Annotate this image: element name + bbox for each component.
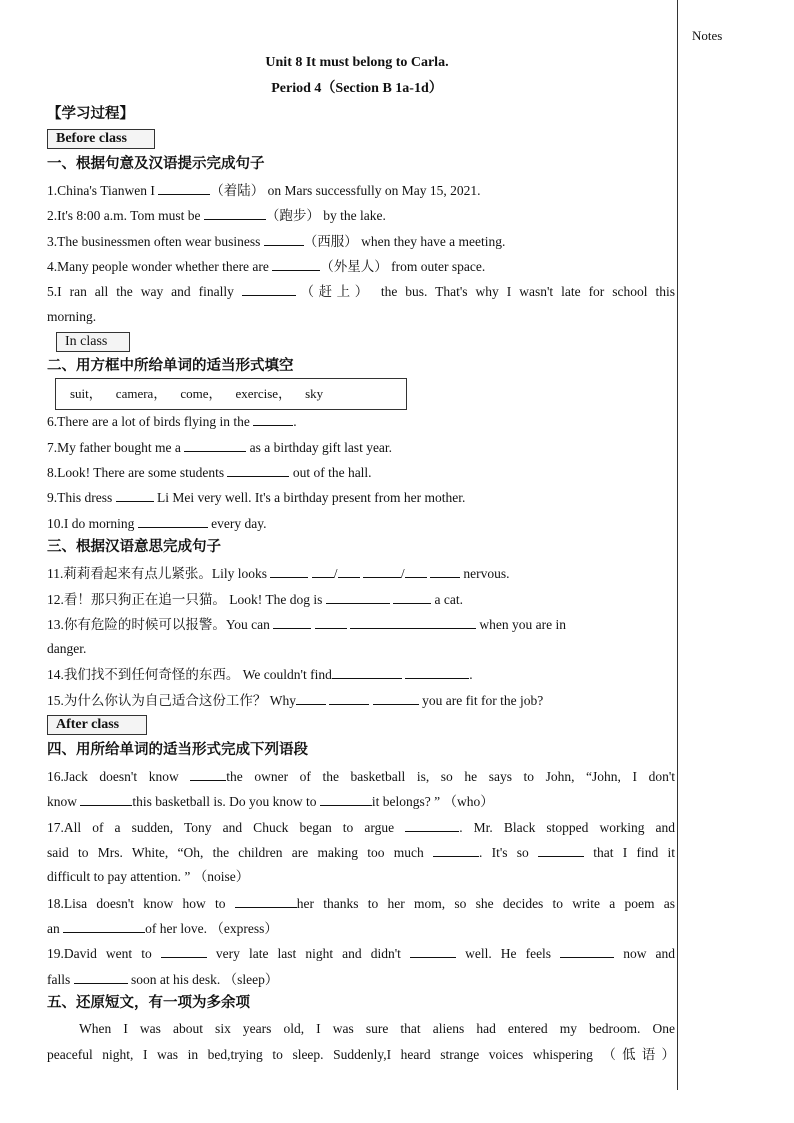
section1-heading: 一、根据句意及汉语提示完成句子 [47,156,265,172]
question-3: 3.The businessmen often wear business （西服） when they have a meeting. [47,231,505,252]
question-15: 15.为什么你认为自己适合这份工作？ Why you are fit for the job? [47,690,543,711]
period-title: Period 4（Section B 1a-1d） [271,81,443,96]
question-12: 12.看！那只狗正在追一只猫。 Look! The dog is a cat. [47,589,463,610]
question-2: 2.It's 8:00 a.m. Tom must be （跑步） by the lake. [47,205,386,226]
question-18-line1: 18.Lisa doesn't know how to her thanks to her mom, so she decides to write a poem as [47,893,675,914]
question-11: 11.莉莉看起来有点儿紧张。Lily looks / / nervous. [47,563,510,584]
question-17-line3: difficult to pay attention. ” （noise） [47,869,250,884]
section5-heading: 五、还原短文，有一项为多余项 [47,995,250,1011]
section4-heading: 四、用所给单词的适当形式完成下列语段 [47,742,308,758]
process-heading: 【学习过程】 [47,106,134,122]
question-17-line1: 17.All of a sudden, Tony and Chuck began to argue . Mr. Black stopped working and [47,817,675,838]
question-19-line2: falls soon at his desk. （sleep） [47,969,278,990]
question-8: 8.Look! There are some students out of the hall. [47,462,372,483]
question-17-line2: said to Mrs. White, “Oh, the children are making too much . It's so that I find it [47,842,675,863]
question-19-line1: 19.David went to very late last night and didn't well. He feels now and [47,943,675,964]
section3-heading: 三、根据汉语意思完成句子 [47,539,221,555]
question-6: 6.There are a lot of birds flying in the . [47,411,297,432]
notes-label: Notes [692,28,723,43]
notes-divider [677,0,678,1090]
word-item: camera， [115,386,167,401]
in-class-box: In class [56,332,130,352]
passage-line1: When I was about six years old, I was sure that aliens had entered my bedroom. One [79,1021,675,1036]
unit-title: Unit 8 It must belong to Carla. [265,55,449,70]
question-7: 7.My father bought me a as a birthday gift last year. [47,437,392,458]
after-class-box: After class [47,715,147,735]
word-item: suit， [70,386,102,401]
before-class-box: Before class [47,129,155,149]
word-item: come， [180,386,222,401]
question-13-line1: 13.你有危险的时候可以报警。You can when you are in [47,614,566,635]
question-5-line1: 5.I ran all the way and finally （赶上） the bus. That's why I wasn't late for school this [47,281,675,302]
question-9: 9.This dress Li Mei very well. It's a birthday present from her mother. [47,487,465,508]
question-13-line2: danger. [47,641,87,656]
question-16-line2: know this basketball is. Do you know to it belongs? ” （who） [47,791,494,812]
word-item: sky [305,386,324,401]
question-16-line1: 16.Jack doesn't know the owner of the basketball is, so he says to John, “John, I don't [47,766,675,787]
question-5-line2: morning. [47,309,97,324]
question-18-line2: an of her love. （express） [47,918,278,939]
question-4: 4.Many people wonder whether there are （外星人） from outer space. [47,256,485,277]
question-14: 14.我们找不到任何奇怪的东西。 We couldn't find . [47,664,473,685]
question-1: 1.China's Tianwen I （着陆） on Mars successfully on May 15, 2021. [47,180,481,201]
section2-heading: 二、用方框中所给单词的适当形式填空 [47,358,294,374]
word-item: exercise， [235,386,292,401]
word-box [55,378,407,410]
question-10: 10.I do morning every day. [47,513,266,534]
passage-line2: peaceful night, I was in bed,trying to sleep. Suddenly,I heard strange voices whispering （低语） [47,1047,675,1062]
